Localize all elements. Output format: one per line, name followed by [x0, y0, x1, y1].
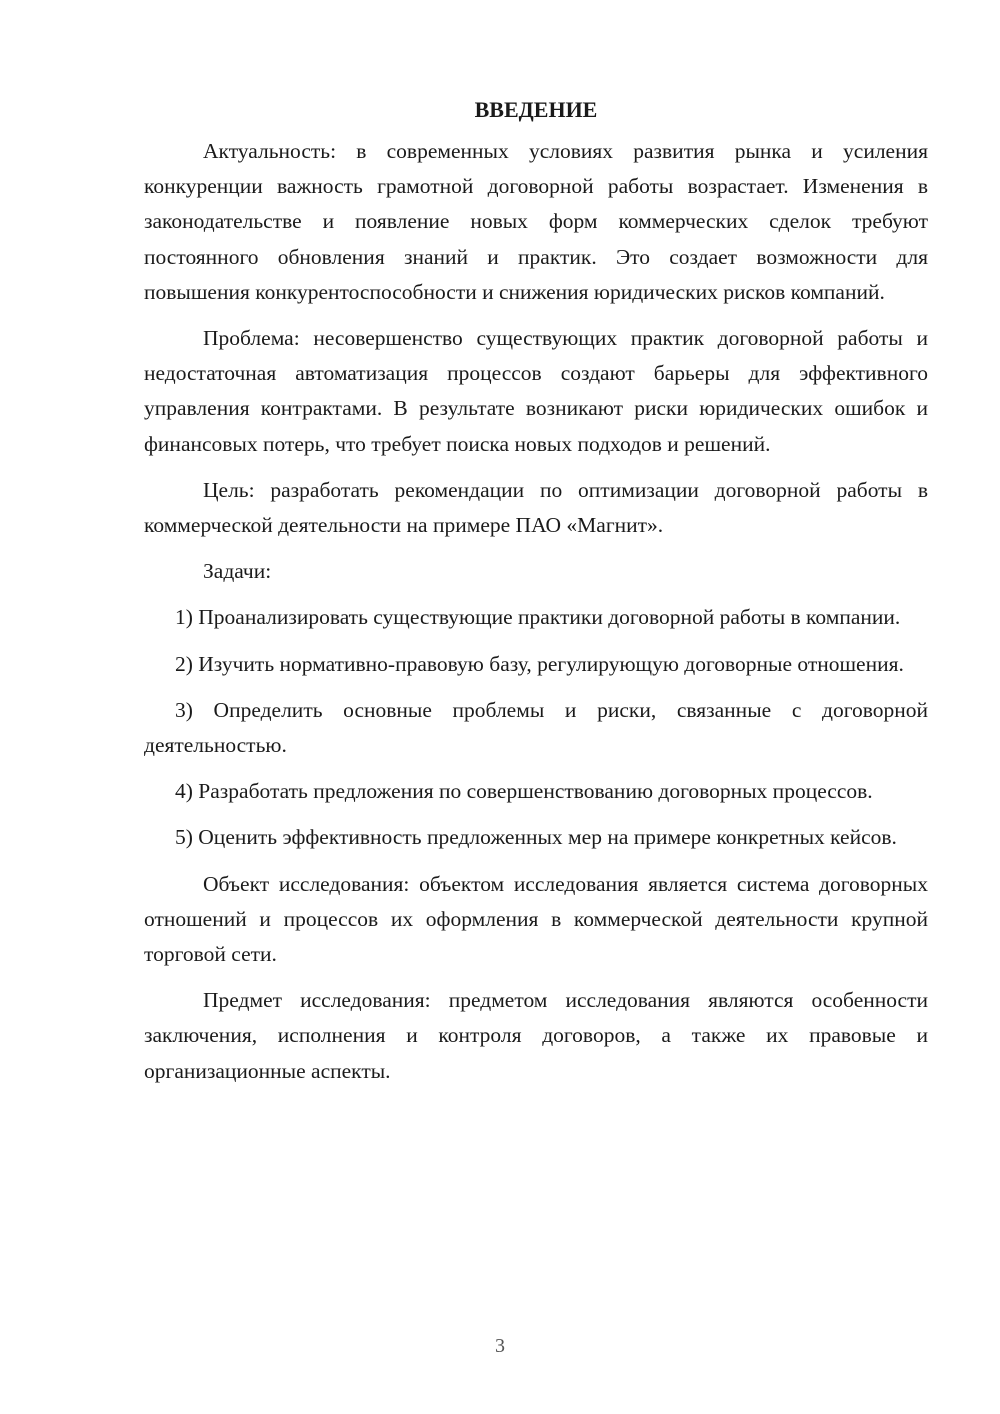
task-item-2: 2) Изучить нормативно-правовую базу, регулирующую договорные отношения. — [175, 651, 904, 676]
problem-paragraph: Проблема: несовершенство существующих практик договорной работы и недостаточная автоматизация процессов создают барьеры для эффективного управления контрактами. В результате возникают риски юридических ошибок и финансовых потерь, что требует поиска новых подходов и решений. — [144, 326, 928, 456]
object-paragraph: Объект исследования: объектом исследования является система договорных отношений и процессов их оформления в коммерческой деятельности крупной торговой сети. — [144, 871, 928, 967]
task-item-3: 3) Определить основные проблемы и риски, связанные с договорной деятельностью. — [144, 697, 928, 758]
document-page — [144, 92, 928, 1100]
section-title: ВВЕДЕНИЕ — [474, 97, 598, 122]
task-item-5: 5) Оценить эффективность предложенных мер на примере конкретных кейсов. — [175, 825, 897, 850]
subject-paragraph: Предмет исследования: предметом исследования являются особенности заключения, исполнения и контроля договоров, а также их правовые и организационные аспекты. — [144, 988, 928, 1083]
relevance-paragraph: Актуальность: в современных условиях развития рынка и усиления конкуренции важность грамотной договорной работы возрастает. Изменения в законодательстве и появление новых форм коммерческих сделок требуют постоянного обновления знаний и практик. Это создает возможности для повышения конкурентоспособности и снижения юридических рисков компаний. — [144, 139, 928, 304]
task-item-1: 1) Проанализировать существующие практики договорной работы в компании. — [175, 605, 901, 630]
page-number: 3 — [495, 1335, 505, 1357]
task-item-4: 4) Разработать предложения по совершенствованию договорных процессов. — [175, 779, 873, 804]
goal-paragraph: Цель: разработать рекомендации по оптимизации договорной работы в коммерческой деятельности на примере ПАО «Магнит». — [144, 477, 928, 538]
tasks-heading: Задачи: — [203, 559, 272, 584]
